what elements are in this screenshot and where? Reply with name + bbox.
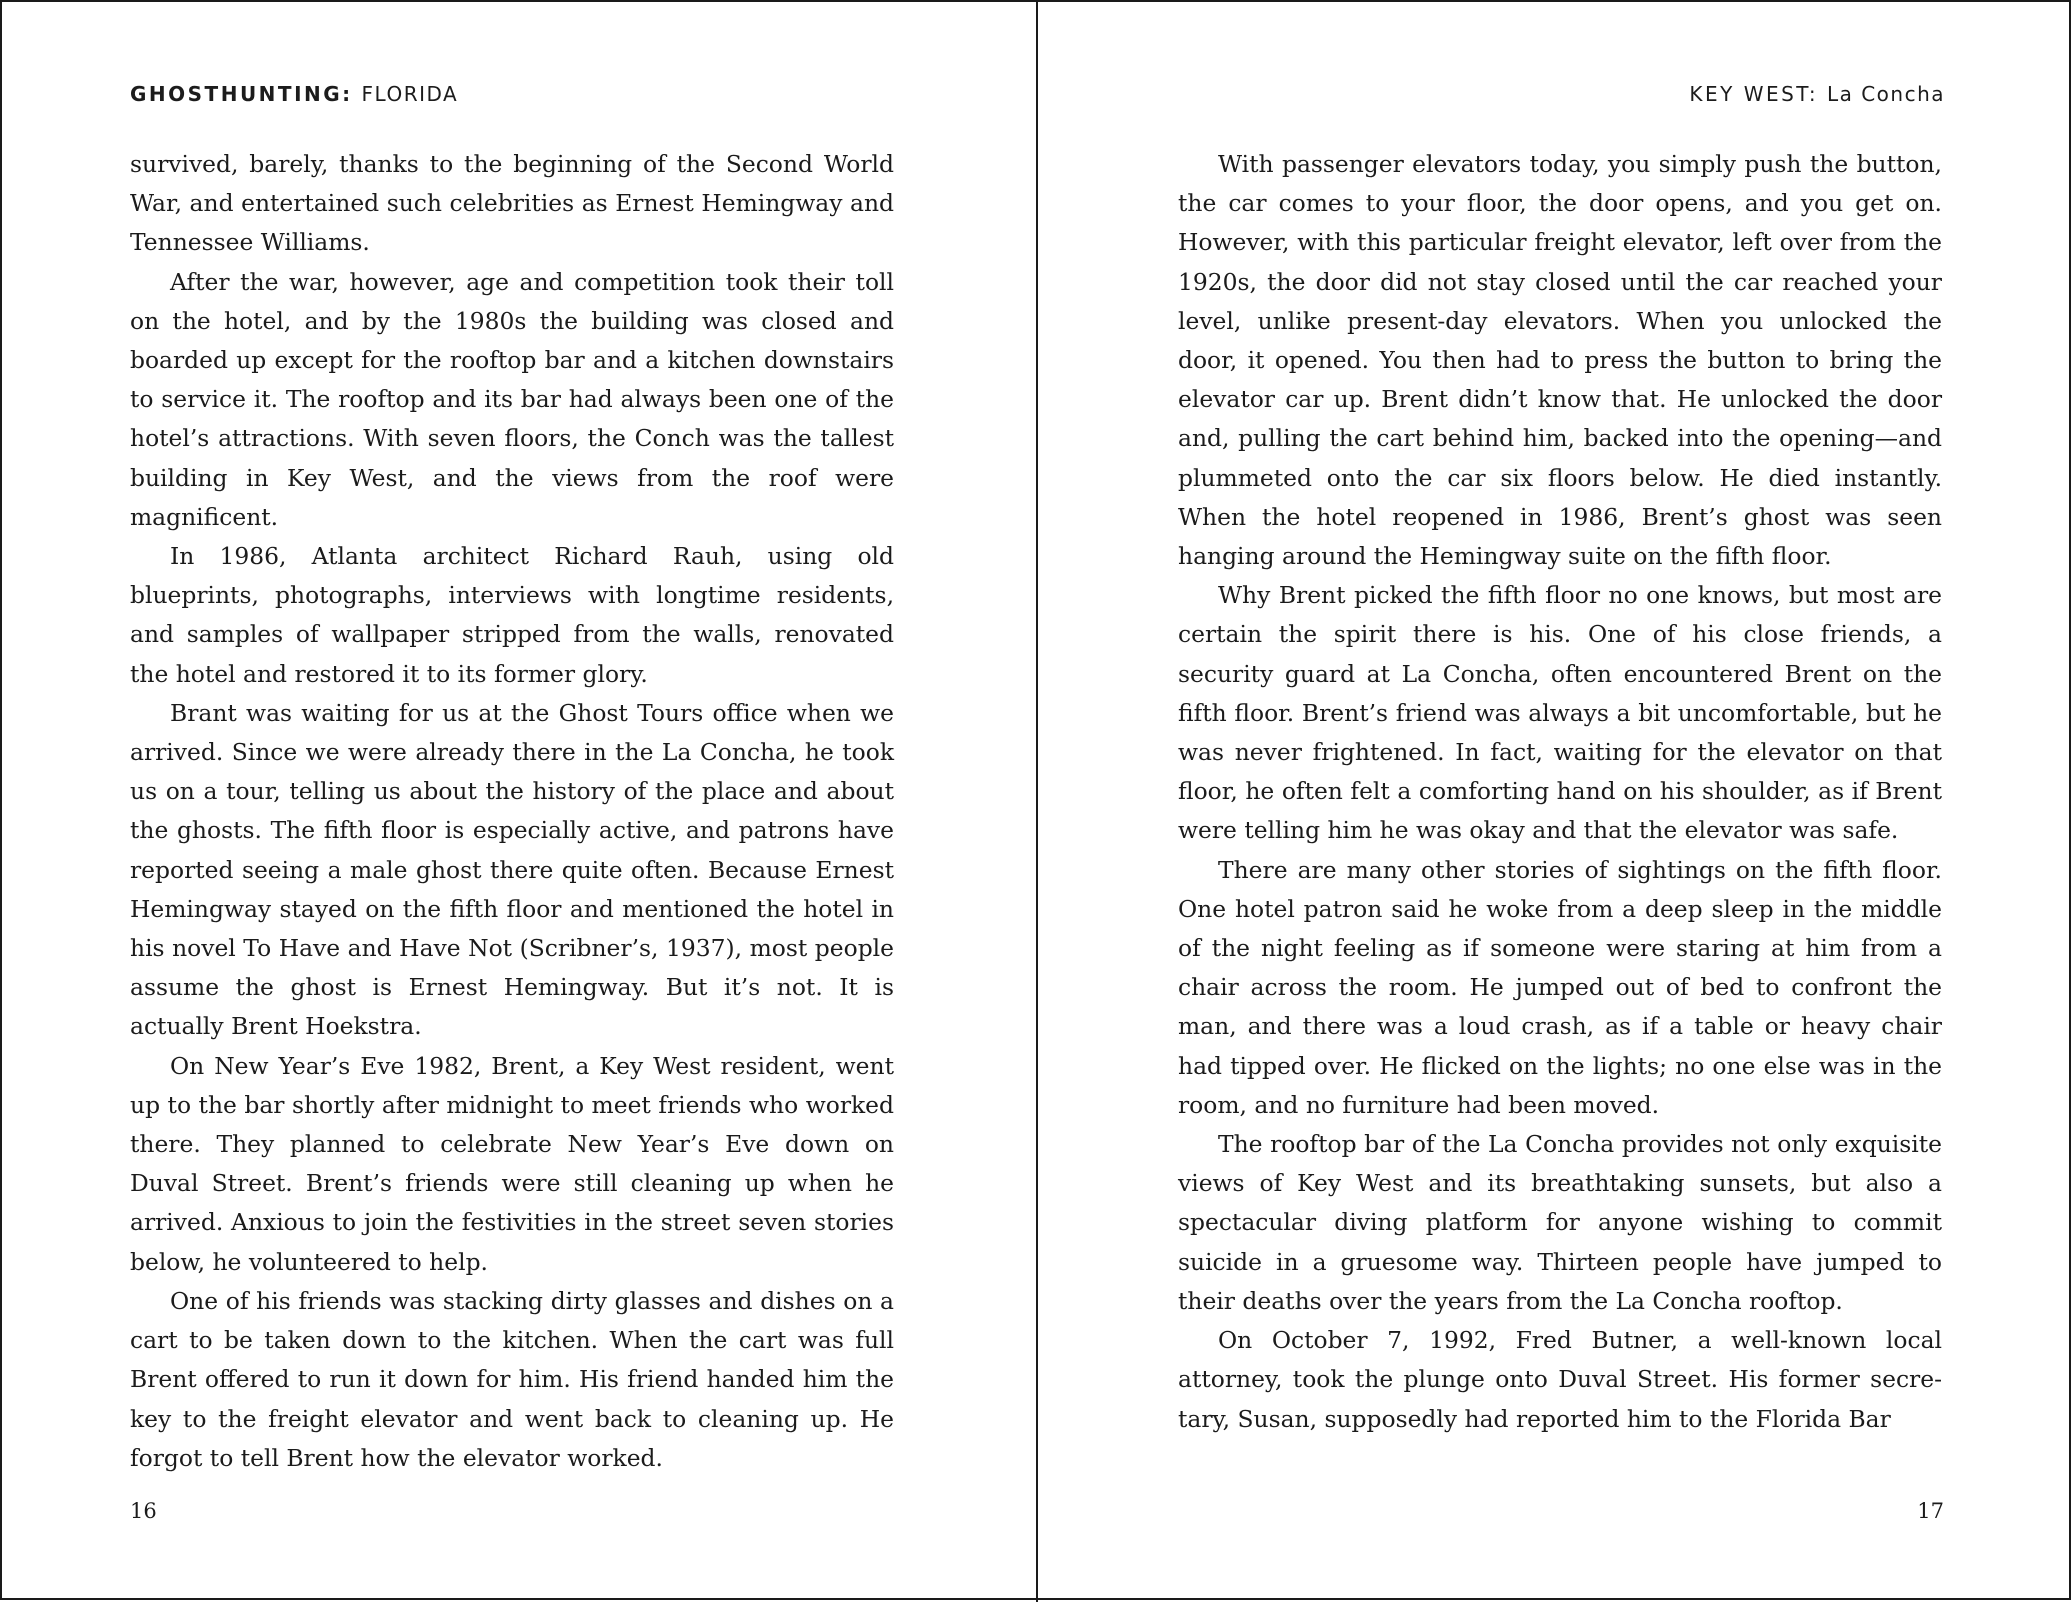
body-text-right <box>1178 145 1942 1439</box>
paragraph: On New Year’s Eve 1982, Brent, a Key West resident, went up to the bar shortly after midnight to meet friends who worked there. They planned to celebrate New Year’s Eve down on Duval Street. Brent’s friends were still cleaning up when he arrived. Anxious to join the festivities in the street seven stories below, he volunteered to help. <box>130 1051 894 1276</box>
paragraph: With passenger elevators today, you simply push the button, the car comes to your floor, the door opens, and you get on. However, with this particular freight elevator, left over from the 1920s, the door did not stay closed until the car reached your level, unlike present-day elevators. When you unlocked the door, it opened. You then had to press the button to bring the elevator car up. Brent didn’t know that. He unlocked the door and, pulling the cart behind him, backed into the opening—and plummeted onto the car six floors below. He died instantly. When the hotel reopened in 1986, Brent’s ghost was seen hanging around the Hemingway suite on the fifth floor. <box>1178 150 1942 571</box>
paragraph: The rooftop bar of the La Concha provides not only exquisite views of Key West and its breathtaking sunsets, but also a spectacular diving platform for anyone wishing to commit suicide in a gruesome way. Thirteen people have jumped to their deaths over the years from the La Concha rooftop. <box>1178 1130 1942 1315</box>
page-number-right: 17 <box>1917 1499 1944 1523</box>
body-text-left <box>130 145 894 1478</box>
running-head-location: KEY WEST: <box>1689 82 1819 106</box>
paragraph: Why Brent picked the fifth floor no one knows, but most are certain the spirit there is his. One of his close friends, a security guard at La Concha, often encountered Brent on the fifth floor. Brent’s friend was always a bit uncomfortable, but he was never frightened. In fact, waiting for the elevator on that floor, he often felt a comforting hand on his shoulder, as if Brent were telling him he was okay and that the elevator was safe. <box>1178 581 1942 845</box>
running-head-place: La Concha <box>1826 82 1945 106</box>
running-head-right <box>1689 82 1945 106</box>
paragraph: In 1986, Atlanta architect Richard Rauh, using old blueprints, photographs, interviews with longtime residents, and samples of wallpaper stripped from the walls, renovated the hotel and restored it to its former glory. <box>130 542 894 688</box>
left-page <box>2 2 1036 1602</box>
paragraph: On October 7, 1992, Fred Butner, a well-known local attorney, took the plunge onto Duval Street. His former secretary, Susan, supposedly had reported him to the Florida Bar <box>1178 1326 1942 1433</box>
paragraph: One of his friends was stacking dirty glasses and dishes on a cart to be taken down to the kitchen. When the cart was full Brent offered to run it down for him. His friend handed him the key to the freight elevator and went back to cleaning up. He forgot to tell Brent how the elevator worked. <box>130 1286 894 1472</box>
paragraph: Brant was waiting for us at the Ghost Tours office when we arrived. Since we were already there in the La Concha, he took us on a tour, telling us about the history of the place and about the ghosts. The fifth floor is especially active, and patrons have reported seeing a male ghost there quite often. Because Ernest Hemingway stayed on the fifth floor and mentioned the hotel in his novel To Have and Have Not (Scribner’s, 1937), most people assume the ghost is Ernest Hemingway. But it’s not. It is actually Brent Hoekstra. <box>130 698 894 1041</box>
running-head-left <box>130 82 458 106</box>
right-page <box>1038 2 2071 1602</box>
running-head-region: FLORIDA <box>361 82 459 106</box>
paragraph: After the war, however, age and competition took their toll on the hotel, and by the 1980s the building was closed and boarded up except for the rooftop bar and a kitchen downstairs to service it. The rooftop and its bar had always been one of the hotel’s attractions. With seven floors, the Conch was the tallest building in Key West, and the views from the roof were magnificent. <box>130 267 894 531</box>
paragraph: survived, barely, thanks to the beginning of the Second World War, and entertained such celebrities as Ernest Hemingway and Tennessee Williams. <box>130 150 894 257</box>
paragraph: There are many other stories of sightings on the fifth floor. One hotel patron said he woke from a deep sleep in the middle of the night feeling as if someone were staring at him from a chair across the room. He jumped out of bed to confront the man, and there was a loud crash, as if a table or heavy chair had tipped over. He flicked on the lights; no one else was in the room, and no furniture had been moved. <box>1178 855 1942 1119</box>
page-number-left: 16 <box>130 1499 157 1523</box>
running-head-book-title: GHOSTHUNTING: <box>130 82 353 106</box>
